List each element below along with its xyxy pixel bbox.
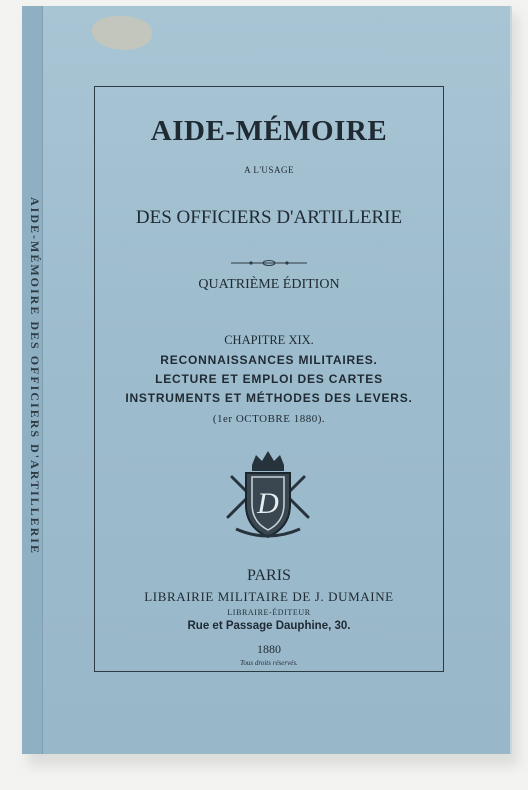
book-cover [22,6,512,754]
spine-title: AIDE-MÉMOIRE DES OFFICIERS D'ARTILLERIE [28,197,42,555]
rights-notice: Tous droits réservés. [240,659,298,667]
chapter-topic: LECTURE ET EMPLOI DES CARTES [155,372,383,386]
book-subtitle: DES OFFICIERS D'ARTILLERIE [135,207,403,228]
ornament-divider-icon [229,259,309,267]
edition-label: QUATRIÈME ÉDITION [198,277,340,292]
chapter-topic: INSTRUMENTS ET MÉTHODES DES LEVERS. [125,391,413,405]
publisher-role: LIBRAIRE-ÉDITEUR [227,608,311,617]
publication-year: 1880 [257,642,281,656]
publication-city: PARIS [247,567,291,584]
title-frame [94,86,444,672]
book-spine [22,6,43,754]
paper-stain [92,16,152,50]
publication-date: (1er OCTOBRE 1880). [212,413,326,425]
publisher-address: Rue et Passage Dauphine, 30. [187,620,351,632]
usage-line: A L'USAGE [244,165,294,175]
publisher-name: LIBRAIRIE MILITAIRE DE J. DUMAINE [144,589,394,604]
publisher-crest-icon [218,447,318,543]
chapter-topic: RECONNAISSANCES MILITAIRES. [160,353,378,367]
chapter-label: CHAPITRE XIX. [224,333,314,347]
svg-text:D: D [257,487,279,520]
book-title: AIDE-MÉMOIRE [150,115,388,147]
